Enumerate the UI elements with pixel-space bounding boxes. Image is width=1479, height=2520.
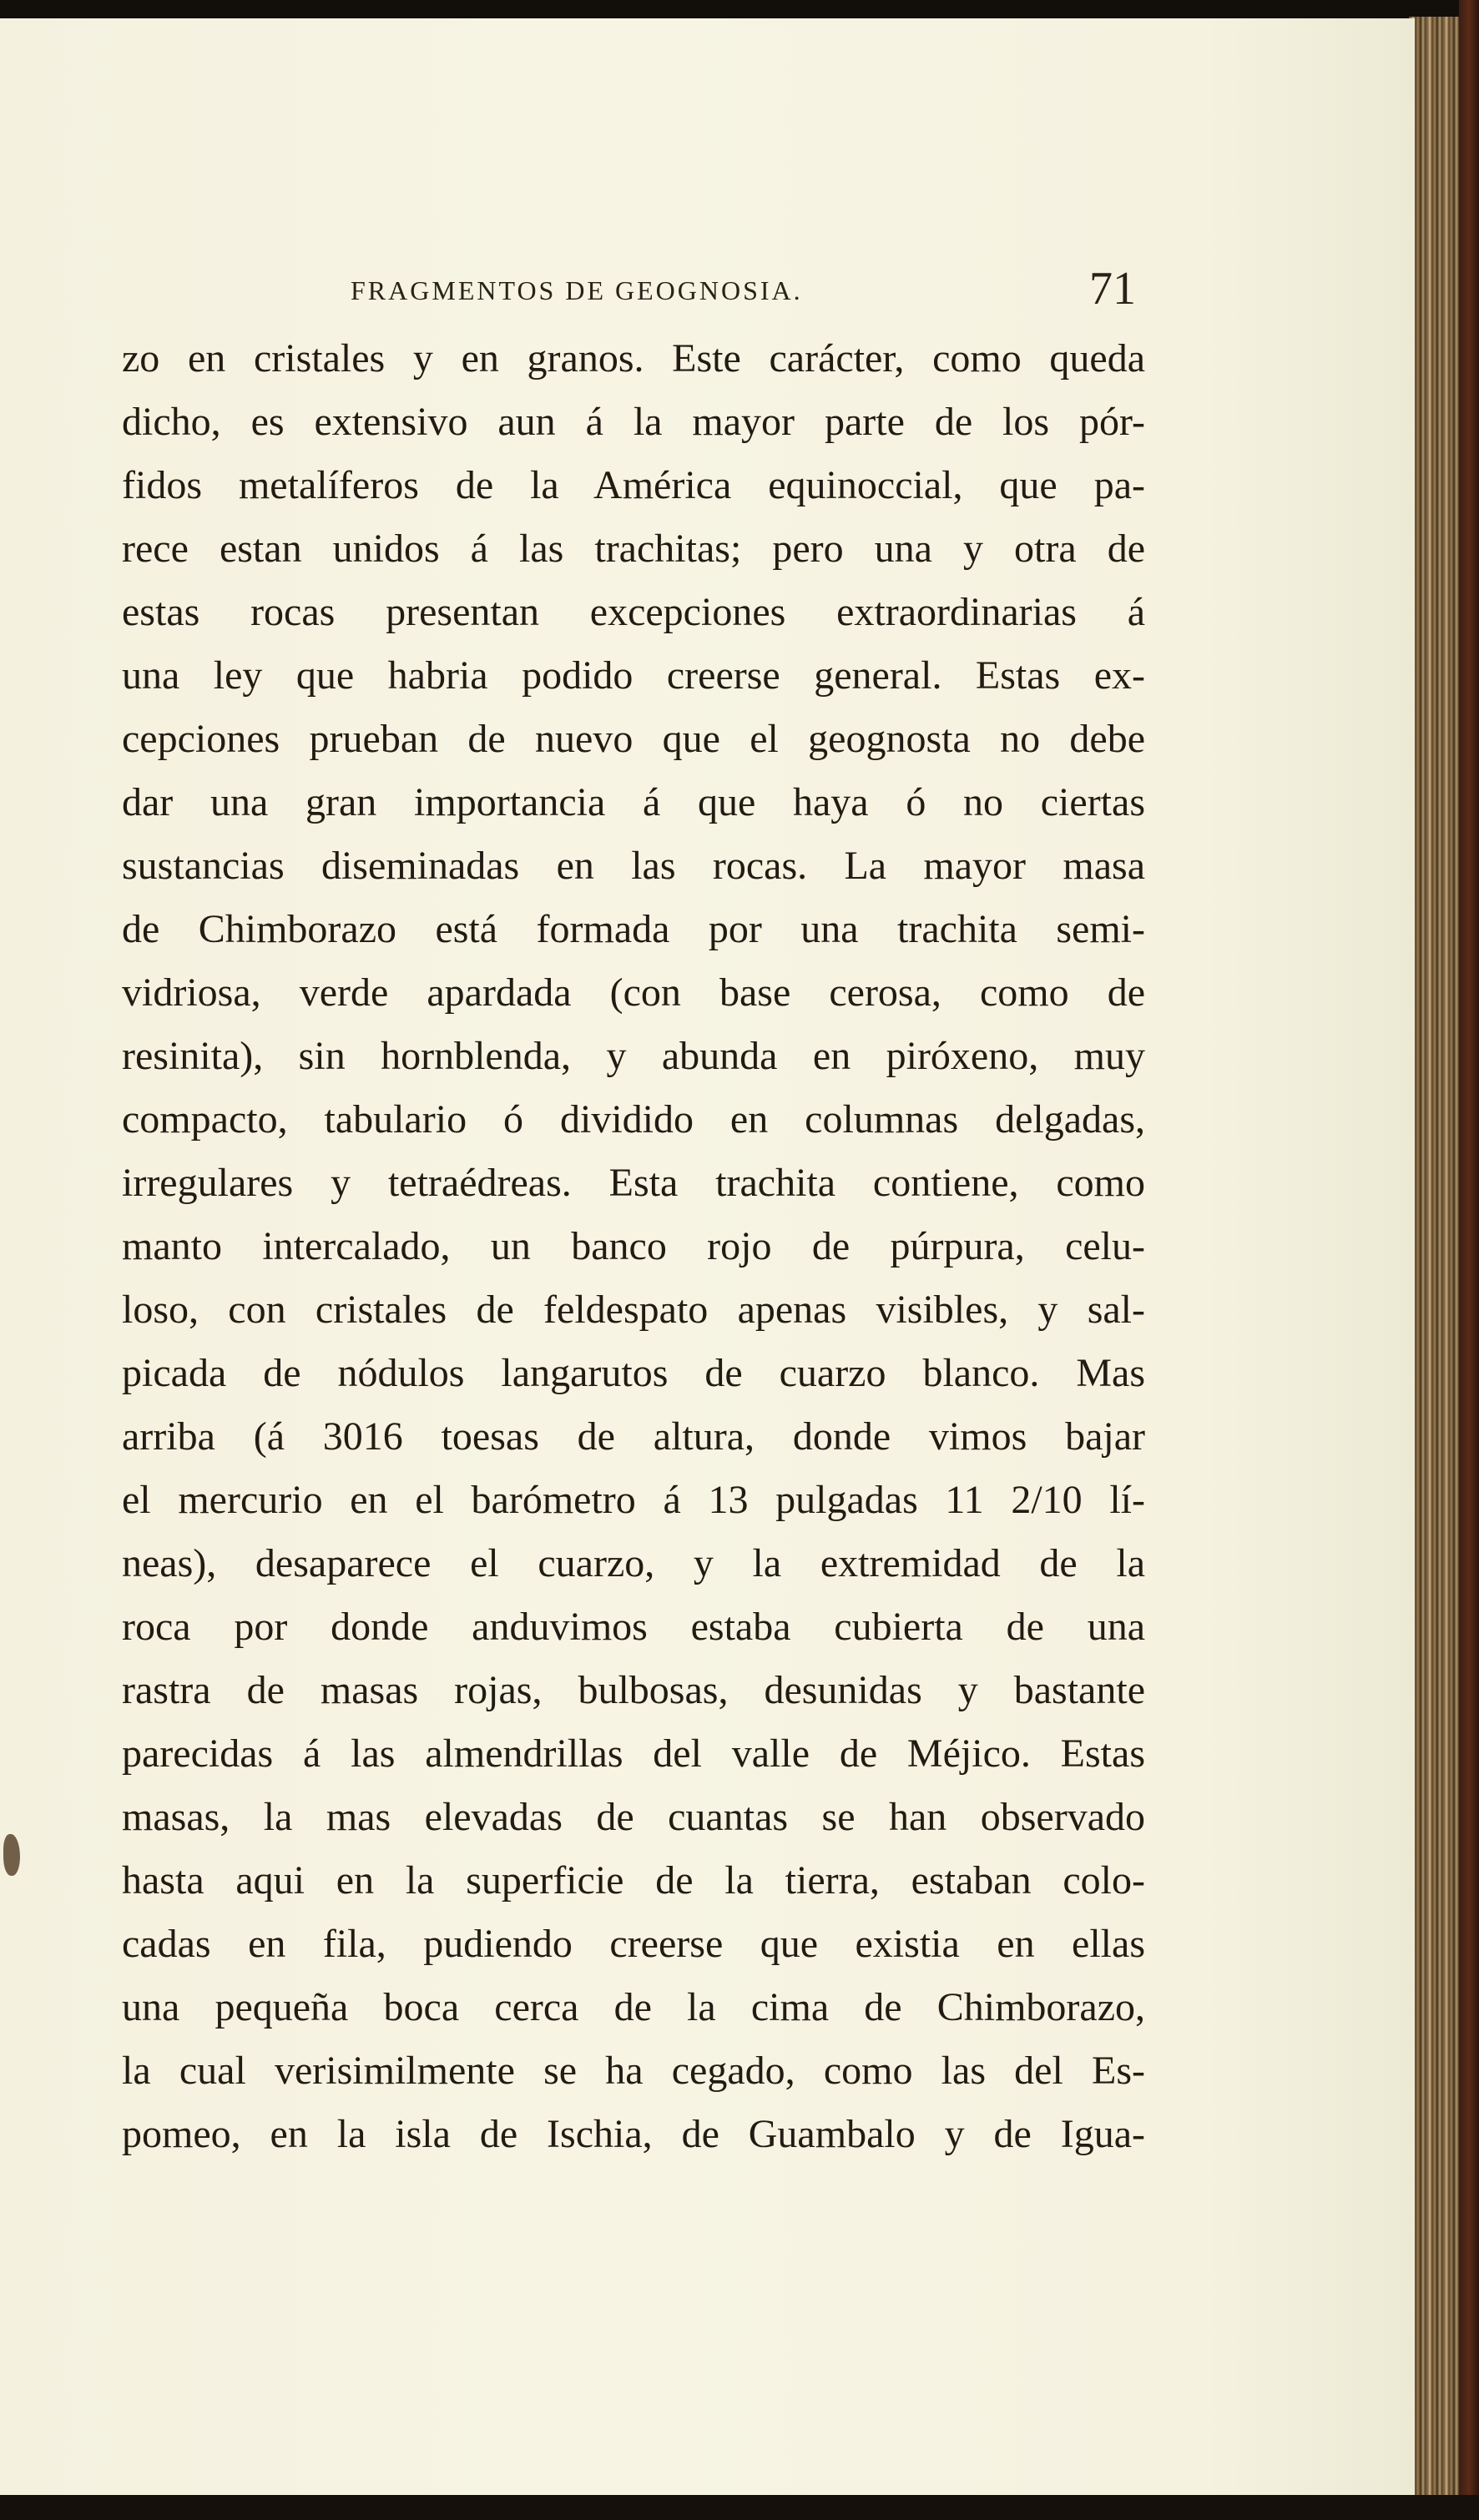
text-line: pomeo, en la isla de Ischia, de Guambalo y de Igua- <box>122 2112 1145 2156</box>
text-line: parecidas á las almendrillas del valle de Méjico. Estas <box>122 1731 1145 1776</box>
text-line: loso, con cristales de feldespato apenas visibles, y sal- <box>122 1288 1145 1332</box>
page-edges <box>1409 17 1459 2497</box>
running-head: FRAGMENTOS DE GEOGNOSIA. <box>351 275 803 305</box>
text-line: sustancias diseminadas en las rocas. La mayor masa <box>122 844 1145 888</box>
text-line: irregulares y tetraédreas. Esta trachita contiene, como <box>122 1161 1145 1205</box>
text-line: arriba (á 3016 toesas de altura, donde vimos bajar <box>122 1414 1145 1459</box>
text-line: la cual verisimilmente se ha cegado, como las del Es- <box>122 2049 1145 2093</box>
scan-margin-mark <box>3 1834 20 1876</box>
text-line: rastra de masas rojas, bulbosas, desunidas y bastante <box>122 1668 1145 1712</box>
text-line: cadas en fila, pudiendo creerse que existia en ellas <box>122 1922 1145 1966</box>
scan-bottom-edge <box>0 2495 1479 2520</box>
text-line: una pequeña boca cerca de la cima de Chimborazo, <box>122 1985 1145 2029</box>
text-line: fidos metalíferos de la América equinoccial, que pa- <box>122 463 1145 507</box>
book-page <box>0 18 1415 2495</box>
text-line: masas, la mas elevadas de cuantas se han observado <box>122 1795 1145 1839</box>
text-line: vidriosa, verde apardada (con base cerosa, como de <box>122 970 1145 1015</box>
text-line: compacto, tabulario ó dividido en columnas delgadas, <box>122 1097 1145 1142</box>
page-number: 71 <box>1089 263 1136 315</box>
text-line: dar una gran importancia á que haya ó no ciertas <box>122 780 1145 824</box>
book-binding <box>1459 0 1479 2520</box>
text-line: rece estan unidos á las trachitas; pero una y otra de <box>122 527 1145 571</box>
text-line: dicho, es extensivo aun á la mayor parte de los pór- <box>122 400 1145 444</box>
text-line: neas), desaparece el cuarzo, y la extremidad de la <box>122 1541 1145 1585</box>
text-line: de Chimborazo está formada por una trachita semi- <box>122 907 1145 951</box>
text-line: el mercurio en el barómetro á 13 pulgadas 11 2/10 lí- <box>122 1478 1145 1522</box>
text-line: cepciones prueban de nuevo que el geognosta no debe <box>122 717 1145 761</box>
text-line: una ley que habria podido creerse general. Estas ex- <box>122 653 1145 698</box>
text-line: resinita), sin hornblenda, y abunda en piróxeno, muy <box>122 1034 1145 1078</box>
text-line: zo en cristales y en granos. Este carácter, como queda <box>122 336 1145 381</box>
text-line: picada de nódulos langarutos de cuarzo blanco. Mas <box>122 1351 1145 1395</box>
text-line: estas rocas presentan excepciones extraordinarias á <box>122 590 1145 634</box>
text-line: manto intercalado, un banco rojo de púrpura, celu- <box>122 1224 1145 1268</box>
text-line: roca por donde anduvimos estaba cubierta de una <box>122 1605 1145 1649</box>
text-line: hasta aqui en la superficie de la tierra, estaban colo- <box>122 1858 1145 1903</box>
